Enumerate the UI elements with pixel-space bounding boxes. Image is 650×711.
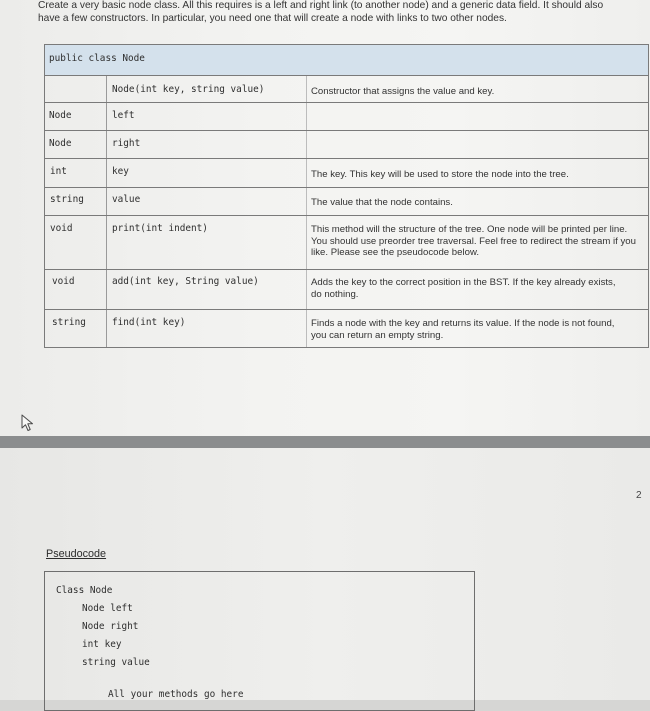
row-type: void xyxy=(50,223,73,234)
row-type: int xyxy=(50,166,67,177)
table-row xyxy=(45,76,649,103)
table-header: public class Node xyxy=(49,53,145,64)
code-line: int key xyxy=(82,639,122,650)
code-line: Node left xyxy=(82,603,133,614)
page-number: 2 xyxy=(636,490,642,501)
row-member: key xyxy=(112,166,129,177)
page-divider xyxy=(0,436,650,448)
row-description: Constructor that assigns the value and key. xyxy=(311,86,495,97)
row-member: value xyxy=(112,194,141,205)
row-type: void xyxy=(52,276,75,287)
table-row xyxy=(45,103,649,131)
code-line: Class Node xyxy=(56,585,113,596)
table-row xyxy=(45,310,649,348)
table-row xyxy=(45,216,649,270)
code-line: string value xyxy=(82,657,150,668)
pseudocode-box xyxy=(44,571,475,711)
row-type: string xyxy=(52,317,86,328)
table-row xyxy=(45,188,649,216)
code-line: Node right xyxy=(82,621,139,632)
intro-line-2: have a few constructors. In particular, you need one that will create a node with links to two other nodes. xyxy=(38,12,507,24)
row-member: print(int indent) xyxy=(112,223,208,234)
row-type: Node xyxy=(49,138,72,149)
row-member: Node(int key, string value) xyxy=(112,84,265,95)
intro-paragraph xyxy=(38,0,648,25)
row-description xyxy=(307,131,648,137)
row-description: Finds a node with the key and returns its value. If the node is not found, you can return an empty string. xyxy=(311,318,615,341)
row-member: find(int key) xyxy=(112,317,186,328)
row-description: The key. This key will be used to store the node into the tree. xyxy=(311,169,569,180)
mouse-pointer-icon xyxy=(20,414,36,432)
row-type xyxy=(45,76,106,82)
row-description xyxy=(307,103,648,109)
row-description: Adds the key to the correct position in the BST. If the key already exists, do nothing. xyxy=(311,277,616,300)
pseudocode-heading: Pseudocode xyxy=(46,548,107,560)
row-description: This method will the structure of the tree. One node will be printed per line. You should use preorder tree traversal. Feel free to redirect the stream if you like. Please see the pseudocode below. xyxy=(311,224,636,258)
row-type: Node xyxy=(49,110,72,121)
node-class-table xyxy=(44,44,649,348)
table-row xyxy=(45,159,649,188)
row-description: The value that the node contains. xyxy=(311,197,453,208)
intro-line-1: Create a very basic node class. All this requires is a left and right link (to another node) and a generic data field. It should also xyxy=(38,0,604,11)
row-member: left xyxy=(112,110,135,121)
code-line: All your methods go here xyxy=(108,689,244,700)
row-member: right xyxy=(112,138,141,149)
table-header-row xyxy=(45,45,649,76)
table-row xyxy=(45,131,649,159)
row-type: string xyxy=(50,194,84,205)
row-member: add(int key, String value) xyxy=(112,276,259,287)
table-row xyxy=(45,270,649,310)
